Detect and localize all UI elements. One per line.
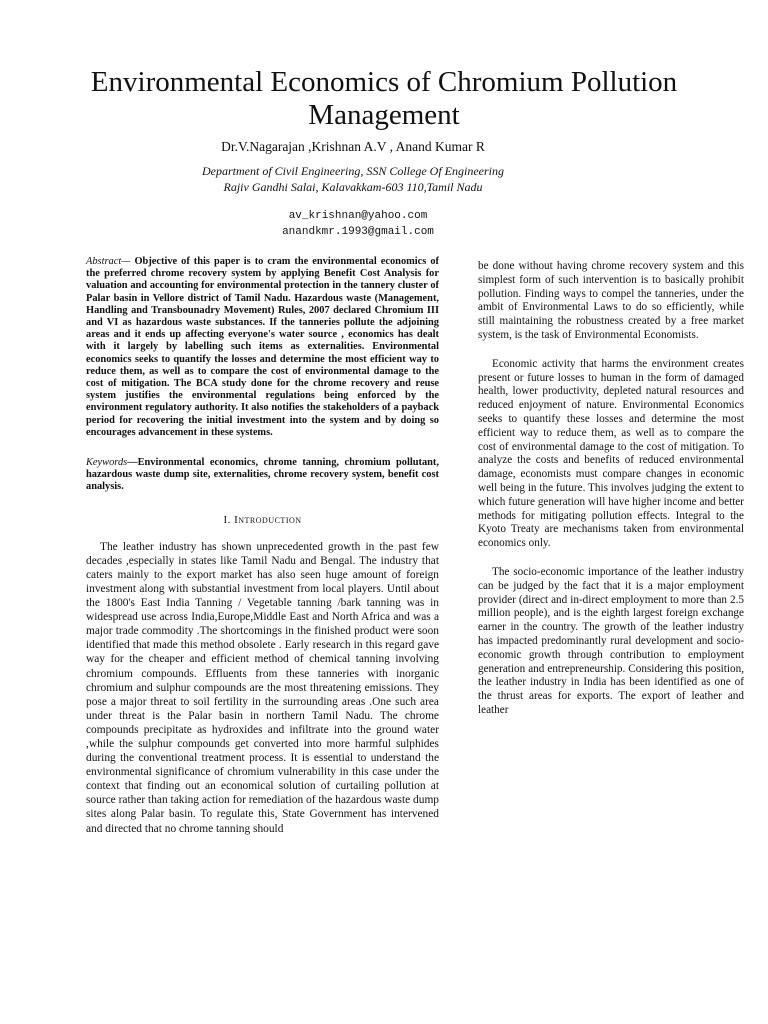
affiliation [0,163,706,195]
keywords-label: Keywords [86,457,128,469]
keywords-text: —Environmental economics, chrome tanning, chromium pollutant, hazardous waste dump site, externalities, chrome recovery system, benefit cost analysis. [86,457,439,493]
right-column [478,260,744,718]
right-paragraph-2: Economic activity that harms the environment creates present or future losses to human in the form of damaged health, lower productivity, depleted natural resources and reduced enjoyment of nature. Environmental Economics seeks to quantify these losses and determine the most efficient way to reduce them, as well as to compare the cost of environmental damage to the cost of mitigation. To analyze the costs and benefits of reduced environmental damage, economists must compare changes in economic well being in the future. This involves judging the extent to which future generation will have higher income and better methods for mitigating pollution effects. Integral to the Kyoto Treaty are mechanisms taken from environmental economics only. [478,357,744,550]
author-emails [0,208,716,240]
abstract [86,256,439,439]
right-paragraph-1: be done without having chrome recovery system and this simplest form of such intervention is to basically prohibit pollution. Finding ways to compel the tanneries, under the ambit of Environmental Laws to do so efficiently, while still maintaining the robustness created by a free market system, is the task of Environmental Economists. [478,260,744,341]
section-heading-introduction: I. Introduction [223,513,302,526]
abstract-label: Abstract— [86,256,131,267]
affiliation-department: Department of Civil Engineering, SSN College Of Engineering [202,164,504,178]
abstract-text: Objective of this paper is to cram the environmental economics of the preferred chrome recovery system by applying Benefit Cost Analysis for valuation and accounting for environmental protection in the tannery cluster of Palar basin in Vellore district of Tamil Nadu. Hazardous waste (Management, Handling and Transbounadry Movement) Rules, 2007 declared Chromium III and VI as hazardous waste substances. If the tanneries pollute the adjoining areas and it ends up affecting everyone's water source , economics has dealt with it largely by labelling such items as externalities. Environmental economics seeks to quantify the losses and determine the most efficient way to reduce them, as well as to compare the cost of environmental damage to the cost of mitigation. The BCA study done for the chrome recovery and reuse system justifies the environmental regulations being enforced by the environment regulatory authority. It also notifies the stakeholders of a payback period for recovering the initial investment into the system and by doing so encourages advancement in these systems. [86,256,439,438]
right-paragraph-3: The socio-economic importance of the leather industry can be judged by the fact that it is a major employment provider (direct and in-direct employment to more than 2.5 million people), and is the eighth largest foreign exchange earner in the country. The growth of the leather industry has impacted predominantly rural development and socio-economic growth through contribution to employment generation and entrepreneurship. Considering this position, the leather industry in India has been identified as one of the thrust areas for exports. The export of leather and leather [478,565,744,716]
left-column [86,256,439,836]
affiliation-address: Rajiv Gandhi Salai, Kalavakkam-603 110,Tamil Nadu [223,180,483,194]
keywords [86,457,439,494]
introduction-paragraph: The leather industry has shown unprecedented growth in the past few decades ,especially in states like Tamil Nadu and Bengal. The industry that caters mainly to the export market has also seen huge amount of foreign investment along with substantial investment from local players. Until about the 1800's East India Tanning / Vegetable tanning /bark tanning was in widespread use across India,Europe,Middle East and North Africa and was a major trade commodity .The shortcomings in the finished product were soon identified that made this method obsolete . Early research in this regard gave way for the cheaper and efficient method of chemical tanning involving chromium compounds. Effluents from these tanneries with inorganic chromium and sulphur compounds are the most threatening emissions. They pose a major threat to soil fertility in the surrounding areas .One such area under threat is the Palar basin in northern Tamil Nadu. The chrome compounds precipitate as hydroxides and infiltrate into the ground water ,while the sulphur compounds get converted into more harmful sulphides during the conventional treatment process. It is essential to understand the environmental significance of chromium vulnerability in this case under the context that finding out an economical solution of curtailing pollution at source rather than taking action for remediation of the hazardous waste dump sites along Palar basin. To regulate this, State Government has intervened and directed that no chrome tanning should [86,540,439,835]
paper-title: Environmental Economics of Chromium Pollution Management [90,66,678,131]
author-list: Dr.V.Nagarajan ,Krishnan A.V , Anand Kumar R [221,139,485,154]
email-2: anandkmr.1993@gmail.com [282,226,434,238]
email-1: av_krishnan@yahoo.com [288,210,428,222]
